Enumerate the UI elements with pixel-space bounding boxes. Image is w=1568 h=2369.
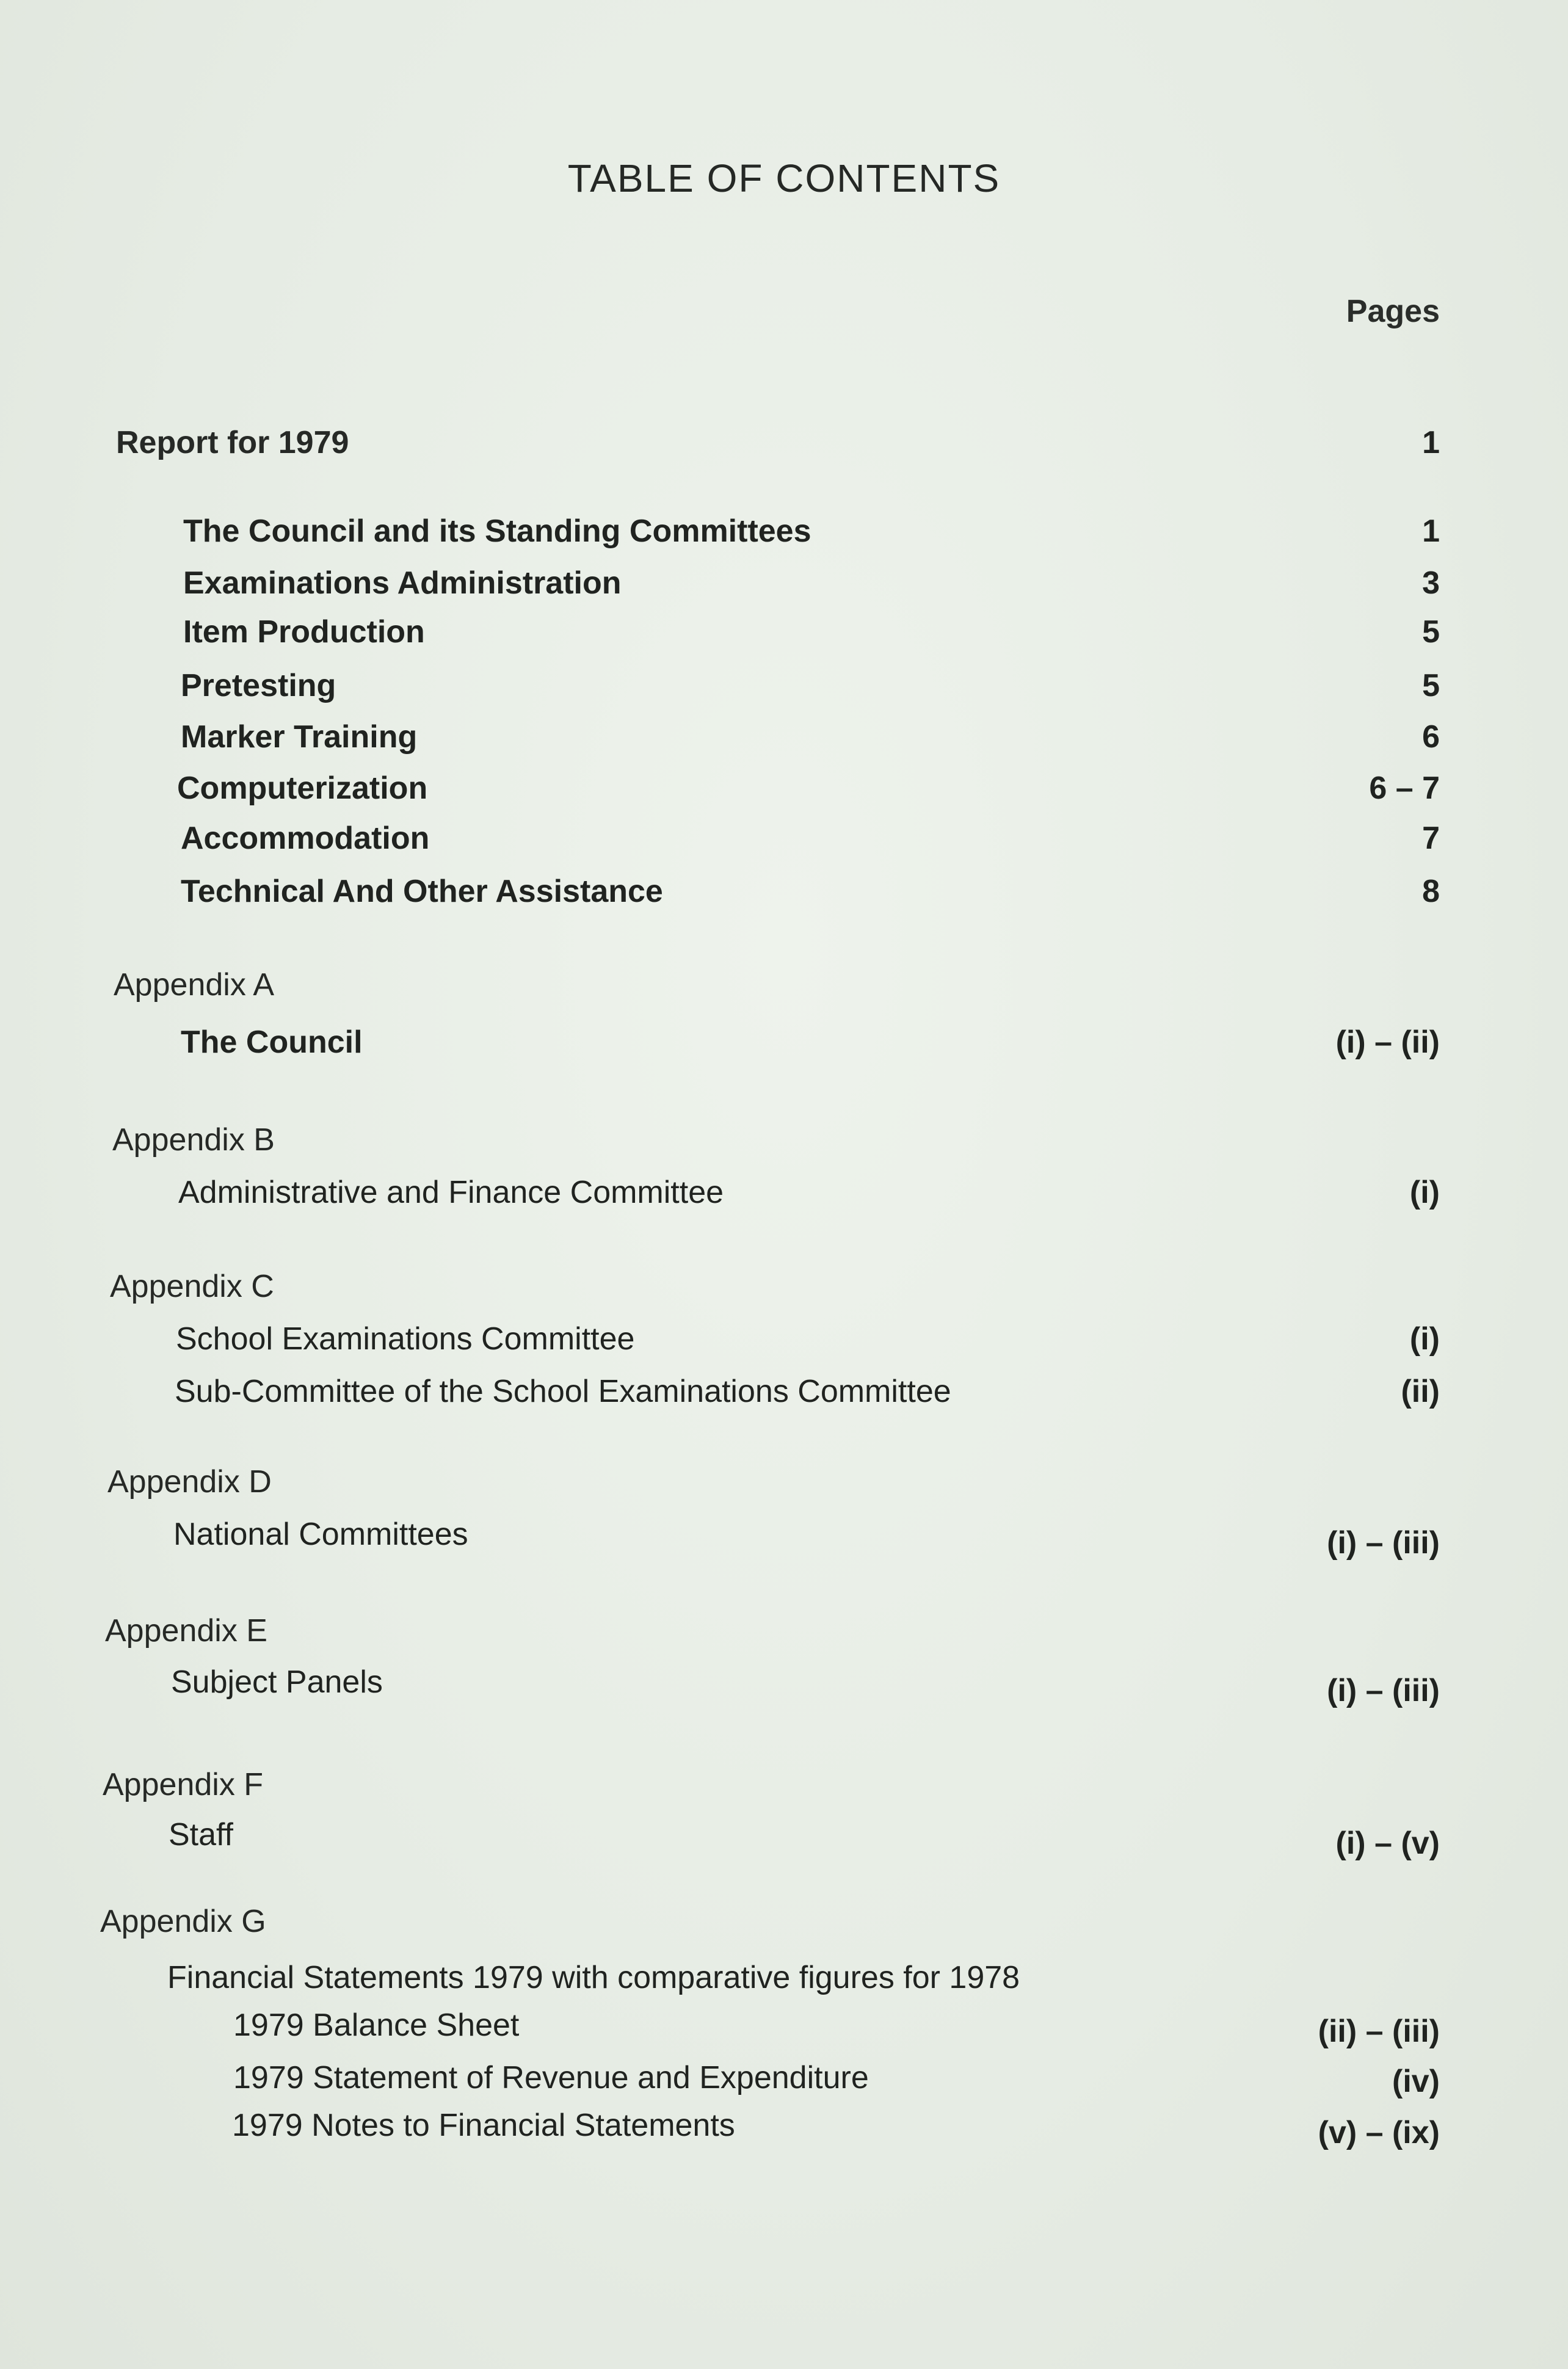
toc-entry-label: Computerization xyxy=(177,771,428,806)
toc-entry-label: National Committees xyxy=(173,1517,468,1552)
toc-entry[interactable] xyxy=(173,1513,1440,1561)
toc-entry-page: (i) – (v) xyxy=(1335,1826,1440,1861)
toc-appendix-c[interactable] xyxy=(110,1265,1440,1308)
page-title: TABLE OF CONTENTS xyxy=(567,156,1001,200)
toc-entry-label: Appendix F xyxy=(103,1767,264,1802)
toc-entry-page: (i) – (iii) xyxy=(1327,1525,1440,1561)
toc-entry-label: Financial Statements 1979 with comparative figures for 1978 xyxy=(167,1960,1020,1995)
toc-entry[interactable] xyxy=(181,1021,1440,1064)
toc-entry-page: 3 xyxy=(1422,565,1440,601)
toc-entry-label: 1979 Statement of Revenue and Expenditure xyxy=(233,2060,869,2095)
toc-entry-label: Sub-Committee of the School Examinations Committee xyxy=(175,1374,951,1409)
toc-entry-page: (i) – (ii) xyxy=(1335,1025,1440,1060)
toc-entry-label: 1979 Notes to Financial Statements xyxy=(232,2108,735,2143)
toc-entry-label: Accommodation xyxy=(181,821,430,856)
toc-appendix-b[interactable] xyxy=(112,1119,1440,1161)
toc-entry-label: Marker Training xyxy=(181,719,418,755)
toc-entry-report[interactable] xyxy=(116,421,1440,464)
toc-entry-label: Technical And Other Assistance xyxy=(181,874,663,909)
toc-entry-label: Item Production xyxy=(183,614,425,650)
toc-entry-page: 6 xyxy=(1422,719,1440,755)
toc-entry[interactable] xyxy=(183,562,1440,604)
toc-entry-label: Appendix E xyxy=(105,1613,267,1649)
toc-entry[interactable] xyxy=(181,664,1440,707)
toc-entry[interactable] xyxy=(181,817,1440,860)
toc-entry-label: School Examinations Committee xyxy=(176,1321,635,1357)
toc-entry-page: 5 xyxy=(1422,614,1440,650)
toc-entry[interactable] xyxy=(177,767,1440,810)
toc-entry-page: 1 xyxy=(1422,513,1440,549)
toc-entry-label: Appendix G xyxy=(100,1904,266,1939)
toc-entry-page: (iv) xyxy=(1392,2064,1440,2099)
toc-entry-page: (ii) xyxy=(1401,1374,1440,1409)
toc-entry-page: (i) xyxy=(1409,1175,1440,1210)
toc-entry[interactable] xyxy=(183,611,1440,653)
toc-entry-label: The Council and its Standing Committees xyxy=(183,513,811,549)
toc-entry-label: Report for 1979 xyxy=(116,425,349,460)
toc-appendix-g[interactable] xyxy=(100,1900,1440,1943)
toc-entry[interactable] xyxy=(233,2056,1440,2099)
toc-entry-page: 7 xyxy=(1422,821,1440,856)
toc-entry-page: 5 xyxy=(1422,668,1440,703)
toc-entry-label: Pretesting xyxy=(181,668,336,703)
toc-appendix-f[interactable] xyxy=(103,1763,1440,1806)
toc-entry-page: 1 xyxy=(1422,425,1440,460)
toc-entry[interactable] xyxy=(178,1171,1440,1214)
toc-entry-page: (i) xyxy=(1409,1321,1440,1357)
toc-entry[interactable] xyxy=(171,1661,1440,1708)
toc-entry-page: (i) – (iii) xyxy=(1327,1673,1440,1708)
toc-appendix-a[interactable] xyxy=(114,963,1440,1006)
toc-entry-label: Staff xyxy=(169,1817,234,1852)
toc-appendix-d[interactable] xyxy=(107,1460,1440,1503)
toc-entry-page: 6 – 7 xyxy=(1369,771,1440,806)
toc-entry[interactable] xyxy=(181,870,1440,913)
toc-appendix-e[interactable] xyxy=(105,1609,1440,1652)
toc-entry-label: Appendix B xyxy=(112,1122,275,1158)
toc-entry-label: Appendix D xyxy=(107,1464,272,1500)
pages-column-header: Pages xyxy=(1346,294,1440,329)
toc-entry-label: Examinations Administration xyxy=(183,565,622,601)
toc-entry-label: Appendix C xyxy=(110,1269,274,1304)
toc-entry-label: Appendix A xyxy=(114,967,275,1003)
toc-entry[interactable] xyxy=(233,2004,1440,2047)
toc-entry-label: Administrative and Finance Committee xyxy=(178,1175,724,1210)
toc-entry[interactable] xyxy=(167,1956,1440,1999)
toc-entry[interactable] xyxy=(176,1318,1440,1360)
toc-entry[interactable] xyxy=(183,510,1440,553)
toc-entry-label: The Council xyxy=(181,1025,363,1060)
toc-entry-page: 8 xyxy=(1422,874,1440,909)
toc-entry[interactable] xyxy=(232,2104,1440,2150)
toc-entry-label: 1979 Balance Sheet xyxy=(233,2008,520,2043)
toc-entry-page: (ii) – (iii) xyxy=(1318,2014,1440,2049)
toc-entry-page: (v) – (ix) xyxy=(1318,2115,1440,2150)
toc-entry[interactable] xyxy=(169,1813,1440,1861)
toc-entry-label: Subject Panels xyxy=(171,1664,383,1700)
toc-entry[interactable] xyxy=(175,1370,1440,1413)
toc-entry[interactable] xyxy=(181,716,1440,758)
